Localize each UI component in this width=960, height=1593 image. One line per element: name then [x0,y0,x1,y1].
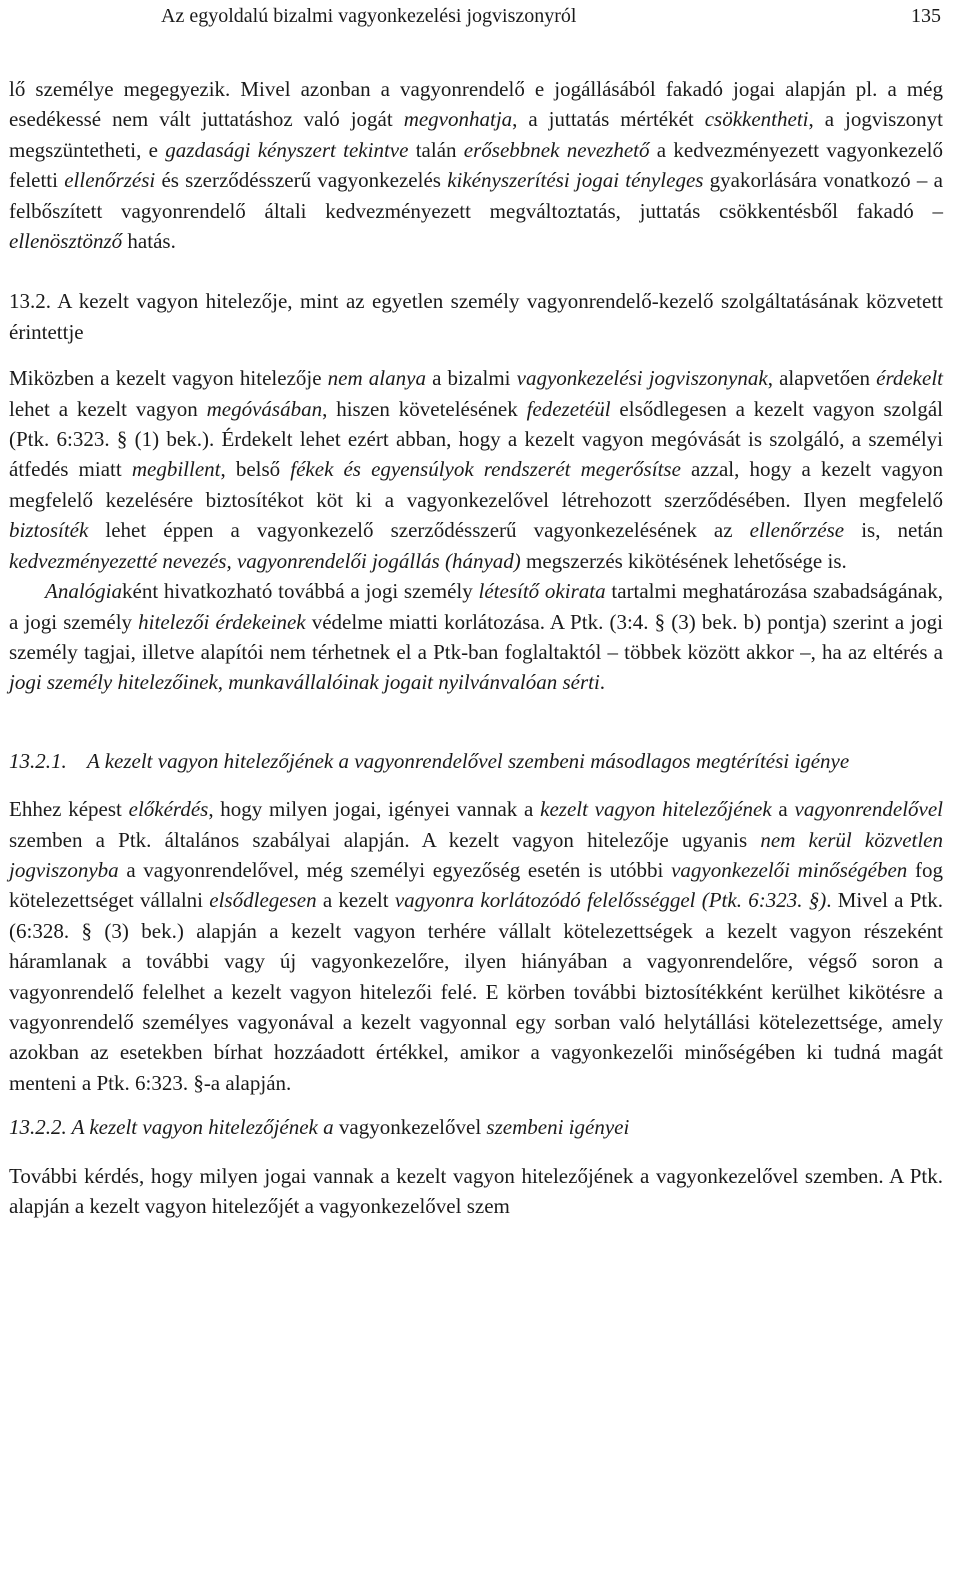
running-header [9,0,943,40]
section-number-13-2-1: 13.2.1. [9,748,67,773]
document-page [9,0,943,1221]
section-title-13-2-1: A kezelt vagyon hitelezőjének a vagyonrendelővel szembeni másodlagos megtérítési igénye [87,748,850,773]
section-heading-13-2: 13.2. A kezelt vagyon hitelezője, mint az egyetlen személy vagyonrendelő-kezelő szolgáltatásának közvetett érintettje [9,289,943,344]
running-header-title: Az egyoldalú bizalmi vagyonkezelési jogviszonyról [161,5,577,27]
paragraph-5: További kérdés, hogy milyen jogai vannak a kezelt vagyon hitelezőjének a vagyonkezelővel szemben. A Ptk. alapján a kezelt vagyon hitelezőjét a vagyonkezelővel szem [9,1163,943,1218]
section-heading-13-2-2: 13.2.2. A kezelt vagyon hitelezőjének a vagyonkezelővel szembeni igényei [9,1115,630,1140]
paragraph-3: Analógiaként hivatkozható továbbá a jogi személy létesítő okirata tartalmi meghatározása szabadságának, a jogi személy hitelezői érdekeinek védelme miatti korlátozása. A Ptk. (3:4. § (3) bek. b) pontja) szerint a jogi személy tagjai, illetve alapítói nem térhetnek el a Ptk-ban foglaltaktól – többek között akkor –, ha az eltérés a jogi személy hitelezőinek, munkavállalóinak jogait nyilvánvalóan sérti. [9,579,944,695]
paragraph-4: Ehhez képest előkérdés, hogy milyen jogai, igényei vannak a kezelt vagyon hitelezőjének a vagyonrendelővel szemben a Ptk. általános szabályai alapján. A kezelt vagyon hitelezője ugyanis nem kerül közvetlen jogviszonyba a vagyonrendelővel, még személyi egyezőség esetén is utóbbi vagyonkezelői minőségében fog kötelezettséget vállalni elsődlegesen a kezelt vagyonra korlátozódó felelősséggel (Ptk. 6:323. §). Mivel a Ptk. (6:328. § (3) bek.) alapján a kezelt vagyon terhére vállalt kötelezettségek a kezelt vagyon részeként háramlanak a további vagy új vagyonkezelőre, ilyen hiányában a vagyonrendelőre, végső soron a vagyonrendelő felelhet a kezelt vagyon hitelezői felé. E körben további biztosítékként kerülhet kikötésre a vagyonrendelő személyes vagyonával a kezelt vagyonnal egy sorban való helytállási kötelezettsége, amely azokban az esetekben bírhat hozzáadott értékkel, amikor a vagyonkezelői minőségében ki tudná magát menteni a Ptk. 6:323. §-a alapján. [9,797,944,1095]
paragraph-2: Miközben a kezelt vagyon hitelezője nem alanya a bizalmi vagyonkezelési jogviszonynak, alapvetően érdekelt lehet a kezelt vagyon megóvásában, hiszen követelésének fedezetéül elsődlegesen a kezelt vagyon szolgál (Ptk. 6:323. § (1) bek.). Érdekelt lehet ezért abban, hogy a kezelt vagyon megóvását is szolgáló, a személyi átfedés miatt megbillent, belső fékek és egyensúlyok rendszerét megerősítse azzal, hogy a kezelt vagyon megfelelő kezelésére biztosítékot köt ki a vagyonkezelővel létrehozott szerződésében. Ilyen megfelelő biztosíték lehet éppen a vagyonkezelő szerződésszerű vagyonkezelésének az ellenőrzése is, netán kedvezményezetté nevezés, vagyonrendelői jogállás (hányad) megszerzés kikötésének lehetősége is. [9,366,944,573]
page-number: 135 [911,5,941,27]
paragraph-1: lő személye megegyezik. Mivel azonban a vagyonrendelő e jogállásából fakadó jogai alapján pl. a még esedékessé nem vált juttatáshoz való jogát megvonhatja, a juttatás mértékét csökkentheti, a jogviszonyt megszüntetheti, e gazdasági kényszert tekintve talán erősebbnek nevezhető a kedvezményezett vagyonkezelő feletti ellenőrzési és szerződésszerű vagyonkezelés kikényszerítési jogai tényleges gyakorlására vonatkozó – a felbőszített vagyonrendelő általi kedvezményezett megváltoztatás, juttatás csökkentésből fakadó – ellenösztönző hatás. [9,77,944,254]
section-heading-13-2-1 [9,746,943,776]
